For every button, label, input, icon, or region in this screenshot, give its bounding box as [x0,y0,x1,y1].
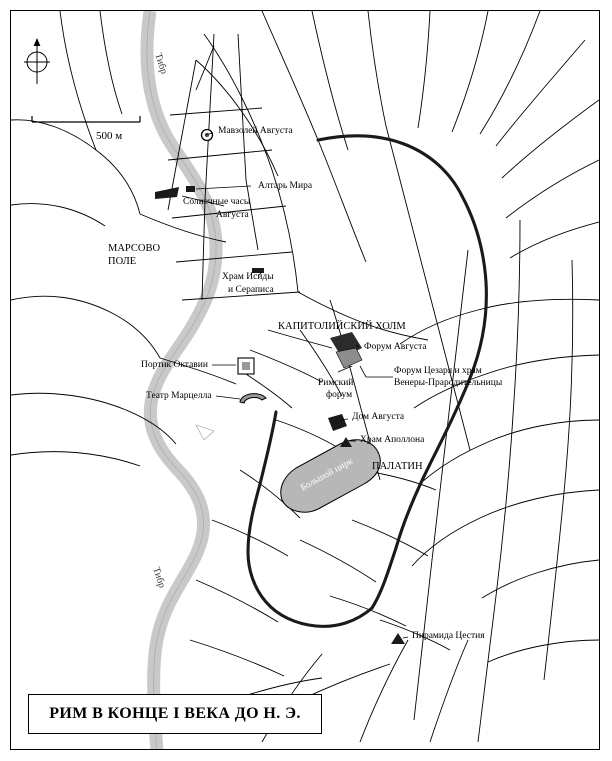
site-label-temple-of-apollo: Храм Аполлона [360,435,425,445]
map-title-box [28,694,322,734]
site-label-circus-maximus: Большой цирк [299,456,355,494]
site-label-theatre-of-marcellus: Театр Марцелла [146,391,212,401]
site-label-solarium-augusti-line2: Августа [216,210,249,220]
river-label-north: Тибр [152,51,170,76]
district-campus-martius-line1: МАРСОВО [108,243,161,254]
site-label-ara-pacis: Алтарь Мира [258,181,313,191]
site-label-forum-of-caesar-line2: Венеры-Прародительницы [394,378,503,388]
district-capitoline-hill: КАПИТОЛИЙСКИЙ ХОЛМ [278,321,406,332]
site-label-temple-of-isis-line1: Храм Исиды [222,272,274,282]
site-label-house-of-augustus: Дом Августа [352,412,405,422]
site-label-roman-forum-line2: форум [326,390,353,400]
site-label-solarium-augusti-line1: Солнечные часы [183,197,251,207]
district-palatine: ПАЛАТИН [372,461,423,472]
site-label-roman-forum-line1: Римский [318,378,354,388]
river-label-south: Тибр [150,565,168,590]
river-tiber [147,11,216,750]
north-arrow-icon [24,38,50,84]
site-label-forum-of-caesar-line1: Форум Цезаря и храм [394,366,482,376]
scale-bar [32,116,140,122]
map-title: РИМ В КОНЦЕ I ВЕКА ДО Н. Э. [49,705,301,722]
district-campus-martius-line2: ПОЛЕ [108,256,137,267]
scale-label: 500 м [96,130,123,142]
site-label-pyramid-of-cestius: Пирамида Цестия [412,631,485,641]
street-network [11,11,599,742]
site-label-mausoleum-of-augustus: Мавзолей Августа [218,126,293,136]
site-label-portico-of-octavia: Портик Октавии [141,360,208,370]
site-label-temple-of-isis-line2: и Сераписа [228,285,274,295]
site-label-forum-of-augustus: Форум Августа [364,342,427,352]
